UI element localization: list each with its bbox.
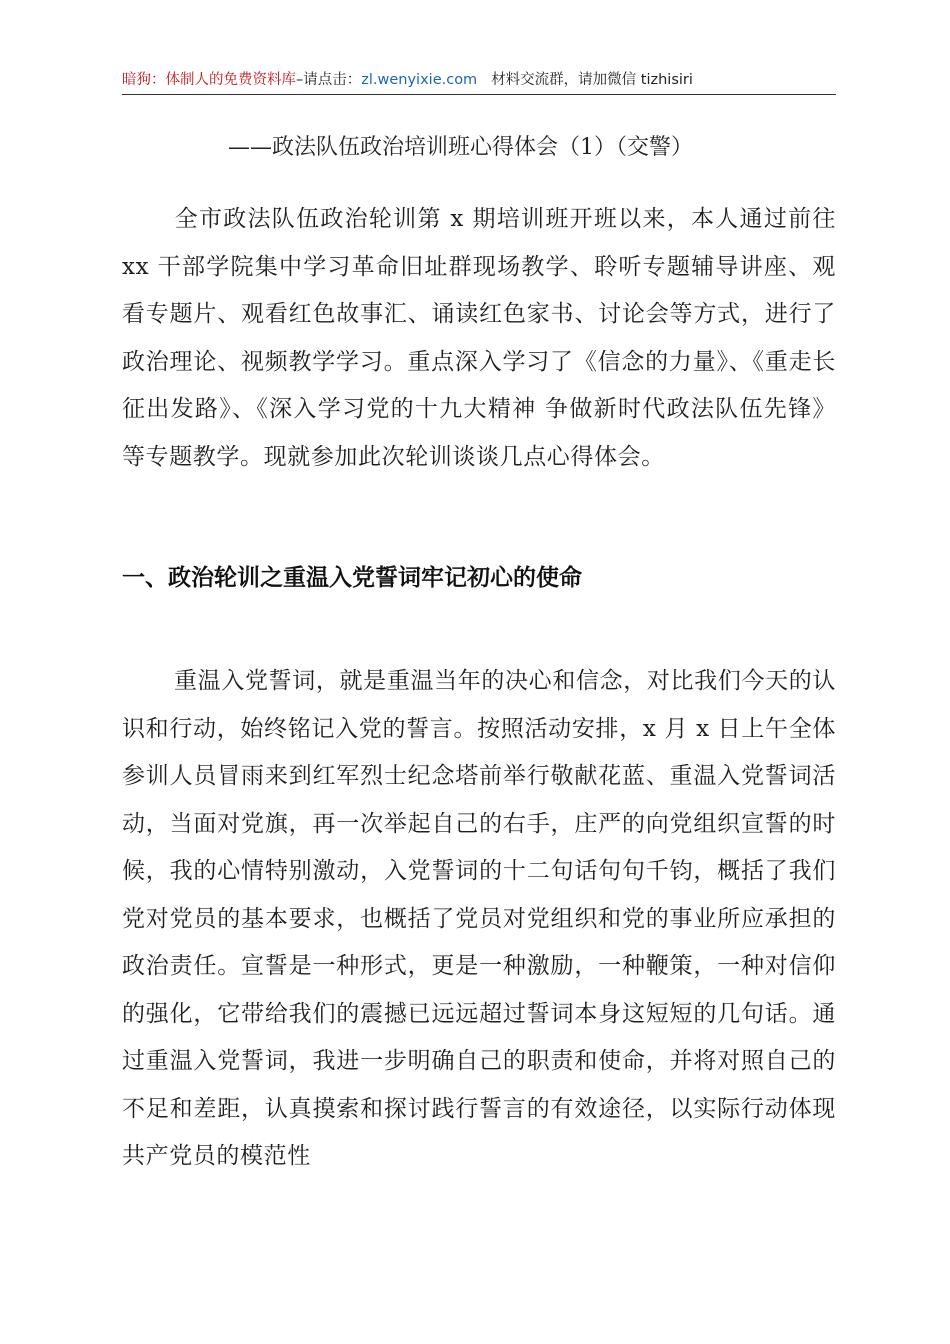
header-click-prefix: –请点击：	[296, 72, 362, 88]
page-header	[122, 68, 836, 92]
header-contact: 材料交流群，请加微信 tizhisiri	[491, 72, 693, 88]
intro-paragraph	[122, 196, 836, 481]
header-divider	[122, 94, 836, 95]
document-subtitle: ——政法队伍政治培训班心得体会（1）（交警）	[228, 135, 693, 160]
section-paragraph-text: 重温入党誓词，就是重温当年的决心和信念，对比我们今天的认识和行动，始终铭记入党的誓言。按照活动安排，x 月 x 日上午全体参训人员冒雨来到红军烈士纪念塔前举行敬献花蓝、重温入党誓词活动，当面对党旗，再一次举起自己的右手，庄严的向党组织宣誓的时候，我的心情特别激动，入党誓词的十二句话句句千钧，概括了我们党对党员的基本要求，也概括了党员对党组织和党的事业所应承担的政治责任。宣誓是一种形式，更是一种激励，一种鞭策，一种对信仰的强化，它带给我们的震撼已远远超过誓词本身这短短的几句话。通过重温入党誓词，我进一步明确自己的职责和使命，并将对照自己的不足和差距，认真摸索和探讨践行誓言的有效途径，以实际行动体现共产党员的模范性	[122, 668, 836, 1169]
section-paragraph	[122, 658, 836, 1181]
header-brand: 暗狗：体制人的免费资料库	[122, 72, 296, 88]
header-url-link[interactable]: zl.wenyixie.com	[361, 72, 478, 88]
intro-paragraph-text: 全市政法队伍政治轮训第 x 期培训班开班以来，本人通过前往 xx 干部学院集中学习革命旧址群现场教学、聆听专题辅导讲座、观看专题片、观看红色故事汇、诵读红色家书、讨论会等方式，进行了政治理论、视频教学学习。重点深入学习了《信念的力量》、《重走长征出发路》、《深入学习党的十九大精神 争做新时代政法队伍先锋》等专题教学。现就参加此次轮训谈谈几点心得体会。	[122, 206, 836, 470]
section-heading: 一、政治轮训之重温入党誓词牢记初心的使命	[122, 565, 582, 591]
